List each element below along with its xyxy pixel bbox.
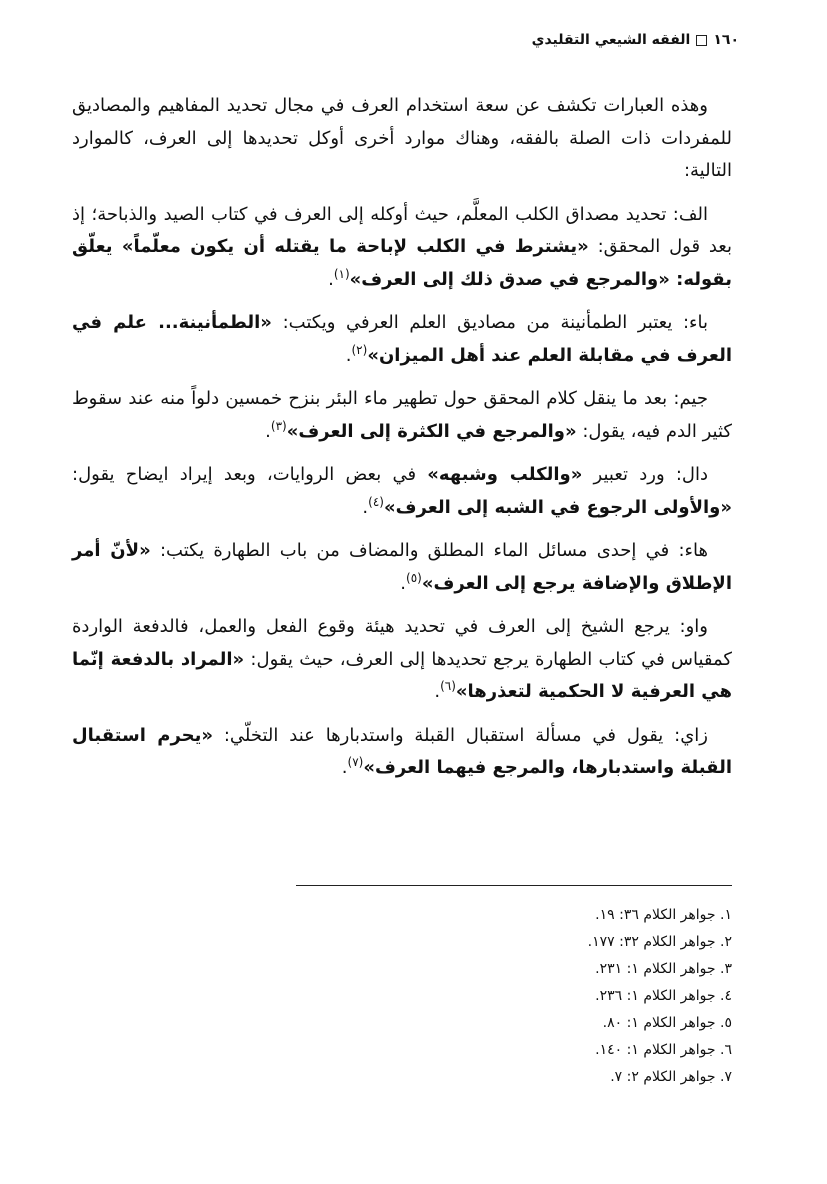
paragraph-end: . — [345, 344, 352, 366]
quoted-text: «والكلب وشبهه» — [427, 464, 583, 485]
running-header — [532, 32, 739, 48]
footnote-item: ٤. جواهر الكلام ١: ٢٣٦. — [595, 988, 732, 1004]
paragraph-ba — [72, 307, 732, 372]
paragraph-alef — [72, 199, 732, 297]
footnote-ref[interactable]: (٧) — [347, 755, 364, 769]
header-separator-box — [696, 35, 707, 46]
paragraph-text: وهذه العبارات تكشف عن سعة استخدام العرف في مجال تحديد المفاهيم والمصاديق للمفردات ذات الصلة بالفقه، وهناك موارد أخرى أوكل تحديدها إلى العرف، كالموارد التالية: — [72, 95, 732, 181]
book-title: الفقه الشيعي التقليدي — [531, 32, 691, 48]
paragraph-text: هاء: في إحدى مسائل الماء المطلق والمضاف من باب الطهارة يكتب: — [150, 540, 708, 561]
paragraph-dal — [72, 459, 732, 524]
quoted-text: «المراد بالدفعة إنّما هي العرفية لا الحكمية لتعذرها» — [72, 648, 732, 702]
footnote-separator — [296, 885, 732, 886]
paragraph-text: واو: يرجع الشيخ إلى العرف في تحديد هيئة وقوع الفعل والعمل، فالدفعة الواردة كمقياس في كتاب الطهارة يرجع تحديدها إلى العرف، حيث يقول: — [72, 616, 732, 670]
paragraph-end: . — [265, 420, 271, 442]
paragraph-text: زاي: يقول في مسألة استقبال القبلة واستدبارها عند التخلّي: — [213, 724, 708, 746]
paragraph-end: . — [328, 268, 334, 290]
footnote-ref[interactable]: (٦) — [440, 679, 456, 693]
footnote-ref[interactable]: (٤) — [368, 494, 384, 509]
footnote-item: ٥. جواهر الكلام ١: ٨٠. — [602, 1015, 732, 1031]
footnote-item: ٢. جواهر الكلام ٣٢: ١٧٧. — [587, 934, 732, 950]
footnote-item: ٣. جواهر الكلام ١: ٢٣١. — [595, 961, 732, 977]
paragraph-text: دال: ورد تعبير — [582, 464, 709, 485]
paragraph-text: في بعض الروايات، وبعد إيراد ايضاح يقول: — [72, 464, 428, 485]
quoted-text: «يحرم استقبال القبلة واستدبارها، والمرجع فيهما العرف» — [72, 724, 732, 778]
quoted-text: «لأنّ أمر الإطلاق والإضافة يرجع إلى العرف» — [72, 540, 732, 594]
paragraph-jim — [72, 383, 732, 448]
paragraph-zay — [72, 720, 732, 785]
paragraph-end: . — [434, 681, 441, 702]
paragraph-text: باء: يعتبر الطمأنينة من مصاديق العلم العرفي ويكتب: — [271, 312, 708, 333]
paragraph-waw — [72, 611, 732, 709]
page-number: ١٦٠ — [713, 32, 739, 48]
quoted-text: «والأولى الرجوع في الشبه إلى العرف» — [383, 496, 732, 518]
footnote-item: ٦. جواهر الكلام ١: ١٤٠. — [595, 1042, 732, 1058]
paragraph-intro — [72, 90, 732, 188]
paragraph-end: . — [362, 496, 369, 518]
quoted-text: «والمرجع في الكثرة إلى العرف» — [286, 420, 577, 442]
footnote-ref[interactable]: (٢) — [351, 342, 368, 357]
paragraph-end: . — [341, 757, 348, 778]
footnote-ref[interactable]: (١) — [333, 266, 350, 281]
paragraph-text: جيم: بعد ما ينقل كلام المحقق حول تطهير ماء البئر بنزح خمسين دلواً منه عند سقوط كثير الدم فيه، يقول: — [72, 388, 732, 442]
footnotes-list — [432, 902, 732, 1091]
paragraph-ha — [72, 535, 732, 600]
paragraph-text: الف: تحديد مصداق الكلب المعلَّم، حيث أوكله إلى العرف في كتاب الصيد والذباحة؛ إذ بعد قول المحقق: — [72, 203, 732, 257]
main-text — [72, 90, 732, 796]
footnote-ref[interactable]: (٥) — [406, 570, 422, 585]
quoted-text: «يشترط في الكلب لإباحة ما يقتله أن يكون معلّماً» يعلّق بقوله: «والمرجع في صدق ذلك إلى العرف» — [72, 236, 732, 290]
paragraph-end: . — [400, 572, 406, 594]
quoted-text: «الطمأنينة... علم في العرف في مقابلة العلم عند أهل الميزان» — [72, 312, 732, 366]
footnote-ref[interactable]: (٣) — [270, 418, 287, 433]
footnote-item: ٧. جواهر الكلام ٢: ٧. — [610, 1069, 732, 1085]
footnote-item: ١. جواهر الكلام ٣٦: ١٩. — [595, 907, 732, 923]
